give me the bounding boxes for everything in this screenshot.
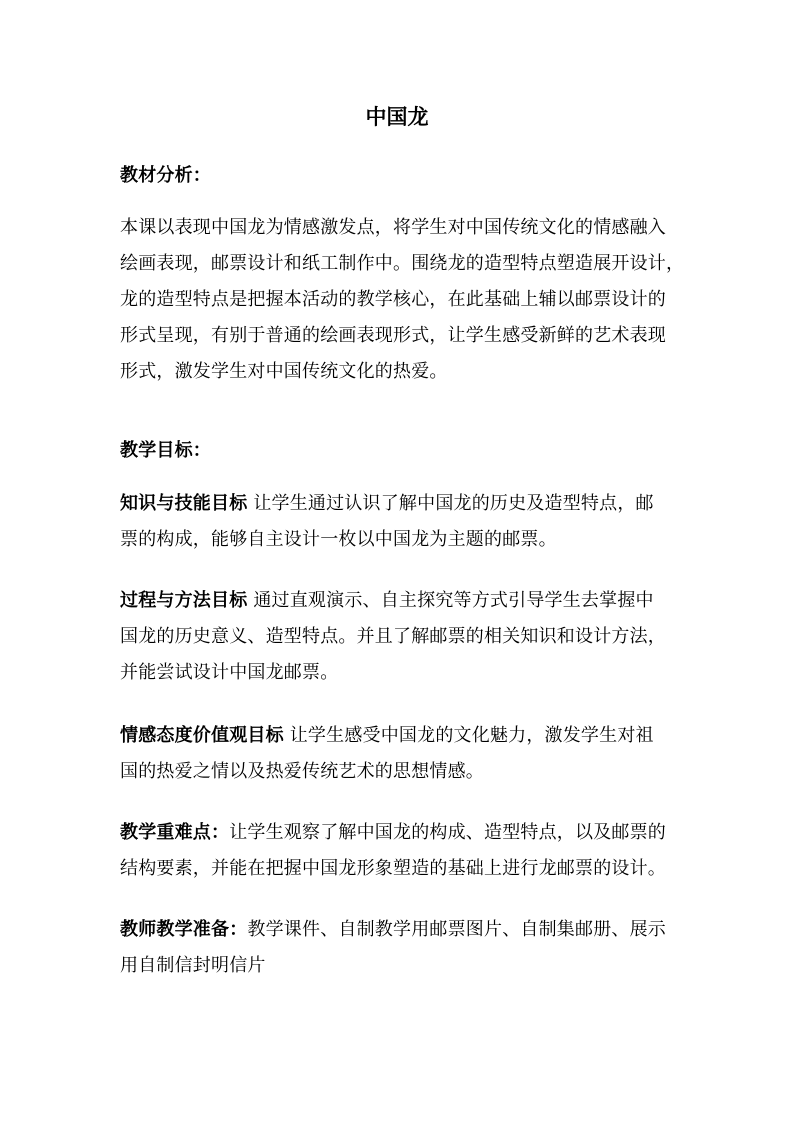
emotion-goal-line-2: 国的热爱之情以及热爱传统艺术的思想情感。 <box>120 761 484 782</box>
analysis-line-3: 龙的造型特点是把握本活动的教学核心，在此基础上辅以邮票设计的 <box>120 289 666 310</box>
analysis-paragraph <box>120 210 686 390</box>
page-title: 中国龙 <box>365 104 429 129</box>
analysis-heading: 教材分析： <box>120 165 211 186</box>
preparation-text: 教学课件、自制教学用邮票图片、自制集邮册、展示 <box>247 919 667 940</box>
emotion-goal-label: 情感态度价值观目标 <box>120 725 284 746</box>
emotion-goal-line-1 <box>120 718 686 754</box>
emotion-goal-paragraph <box>120 718 686 790</box>
goals-heading-block <box>120 433 686 469</box>
analysis-line-2: 绘画表现，邮票设计和纸工制作中。围绕龙的造型特点塑造展开设计， <box>120 253 685 274</box>
goals-heading: 教学目标： <box>120 440 211 461</box>
analysis-line-1: 本课以表现中国龙为情感激发点，将学生对中国传统文化的情感融入 <box>120 217 666 238</box>
process-goal-line-3: 并能尝试设计中国龙邮票。 <box>120 662 339 683</box>
process-goal-label: 过程与方法目标 <box>120 590 248 611</box>
preparation-line-2: 用自制信封明信片 <box>120 955 266 976</box>
process-goal-text: 通过直观演示、自主探究等方式引导学生去掌握中 <box>247 590 654 611</box>
key-points-line-2: 结构要素，并能在把握中国龙形象塑造的基础上进行龙邮票的设计。 <box>120 858 666 879</box>
knowledge-goal-paragraph <box>120 486 686 558</box>
knowledge-goal-line-2: 票的构成，能够自主设计一枚以中国龙为主题的邮票。 <box>120 529 557 550</box>
preparation-label: 教师教学准备： <box>120 919 248 940</box>
key-points-text: 让学生观察了解中国龙的构成、造型特点，以及邮票的 <box>229 822 667 843</box>
knowledge-goal-text: 让学生通过认识了解中国龙的历史及造型特点，邮 <box>247 493 654 514</box>
key-points-label: 教学重难点： <box>120 822 230 843</box>
analysis-line-4: 形式呈现，有别于普通的绘画表现形式，让学生感受新鲜的艺术表现 <box>120 325 666 346</box>
knowledge-goal-label: 知识与技能目标 <box>120 493 248 514</box>
process-goal-line-1 <box>120 583 686 619</box>
process-goal-line-2: 国龙的历史意义、造型特点。并且了解邮票的相关知识和设计方法， <box>120 626 666 647</box>
emotion-goal-text: 让学生感受中国龙的文化魅力，激发学生对祖 <box>283 725 654 746</box>
preparation-line-1 <box>120 912 686 948</box>
process-goal-paragraph <box>120 583 686 691</box>
key-points-paragraph <box>120 815 686 887</box>
knowledge-goal-line-1 <box>120 486 686 522</box>
analysis-line-5: 形式，激发学生对中国传统文化的热爱。 <box>120 361 448 382</box>
analysis-heading-block <box>120 158 686 194</box>
key-points-line-1 <box>120 815 686 851</box>
preparation-paragraph <box>120 912 686 984</box>
